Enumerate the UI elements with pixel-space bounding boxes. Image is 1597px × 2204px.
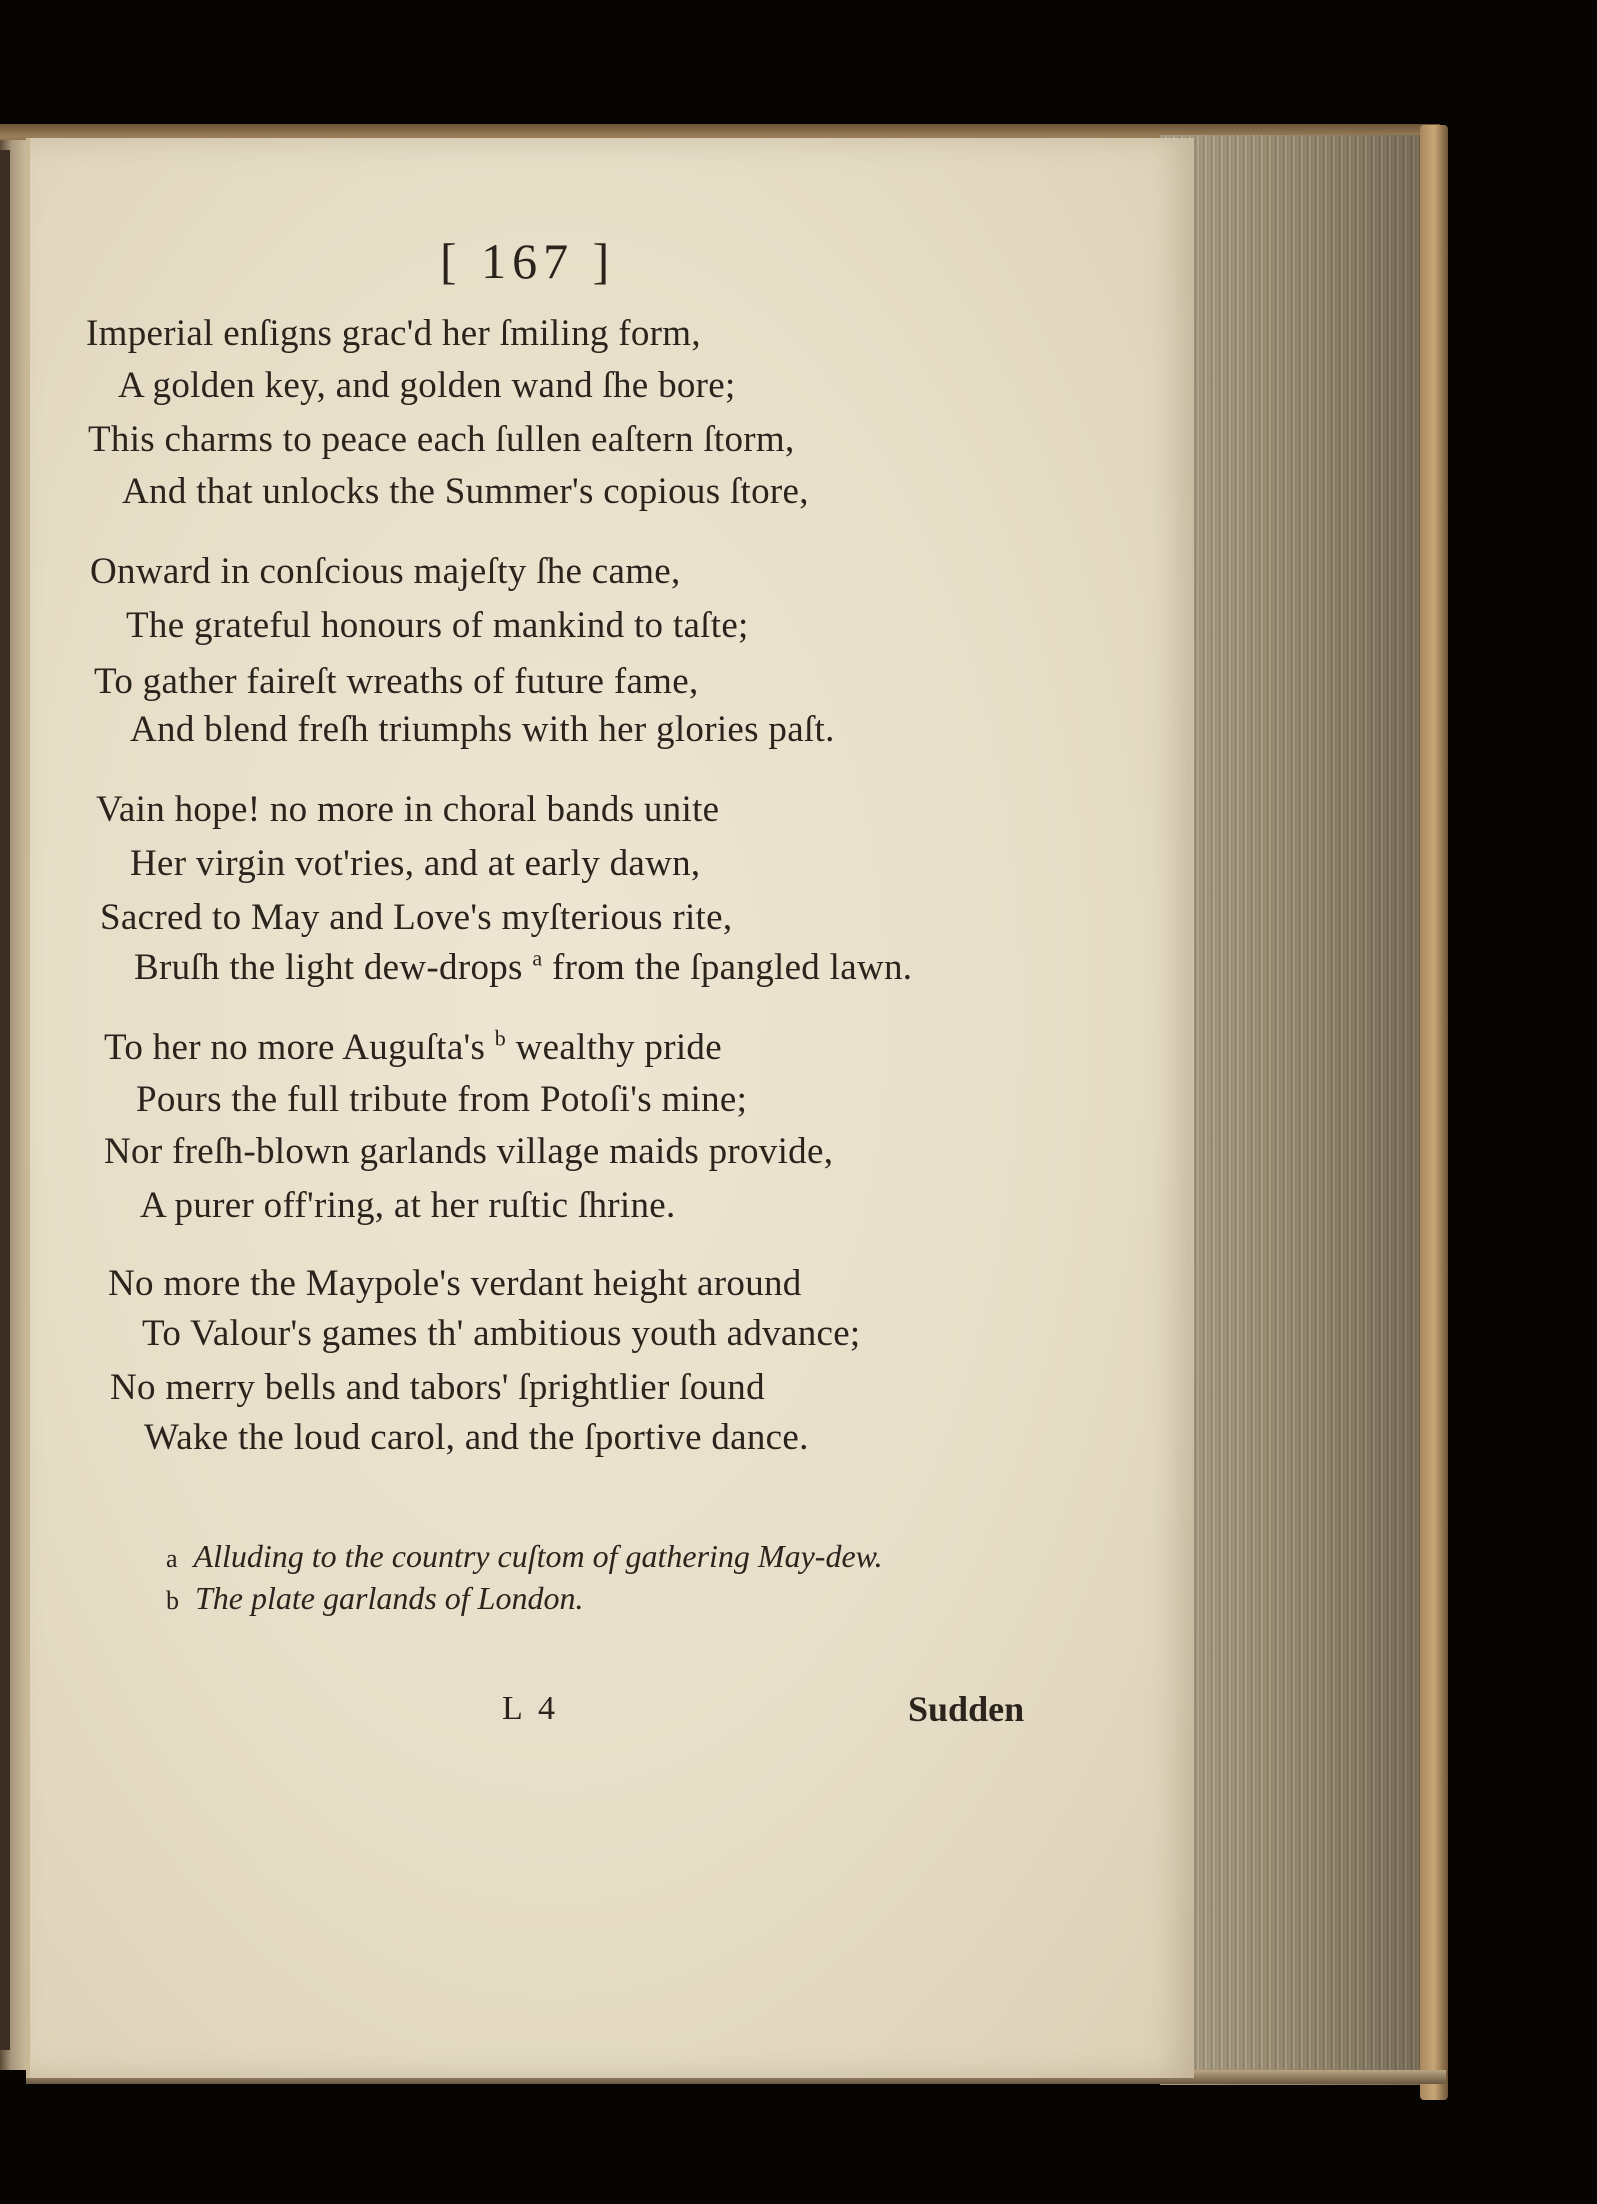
verse-line: Wake the loud carol, and the ſportive dance. — [144, 1417, 809, 1458]
footnote-ref-b: b — [494, 1025, 507, 1051]
footnote-mark: a — [166, 1544, 178, 1573]
verse-line: And blend freſh triumphs with her glories paſt. — [130, 709, 835, 750]
book-cover-edge — [1420, 125, 1448, 2100]
page-block-shade — [1160, 135, 1445, 2085]
verse-text: wealthy pride — [515, 1027, 722, 1068]
verse-text: To her no more Auguſta's — [104, 1027, 486, 1068]
verse-line: The grateful honours of mankind to taſte; — [126, 605, 749, 646]
footnote-mark: b — [166, 1586, 179, 1615]
verse-text: Bruſh the light dew-drops — [134, 947, 523, 988]
facing-page-gutter — [0, 150, 10, 2050]
verse-line: Her virgin vot'ries, and at early dawn, — [130, 843, 701, 884]
footnote-text: The plate garlands of London. — [195, 1580, 584, 1616]
footnote — [166, 1580, 583, 1617]
footnote — [166, 1538, 883, 1575]
verse-line: Sacred to May and Love's myſterious rite, — [100, 897, 733, 938]
verse-line: Pours the full tribute from Potoſi's mine; — [136, 1079, 748, 1120]
page-number: [ 167 ] — [440, 233, 616, 289]
verse-line: And that unlocks the Summer's copious ſtore, — [122, 471, 809, 512]
verse-line: Imperial enſigns grac'd her ſmiling form, — [86, 313, 701, 354]
verse-line: Nor freſh-blown garlands village maids provide, — [104, 1131, 834, 1172]
verse-line: Vain hope! no more in choral bands unite — [96, 789, 720, 830]
verse-line: This charms to peace each ſullen eaſtern ſtorm, — [88, 419, 795, 460]
verse-line: Onward in conſcious majeſty ſhe came, — [90, 551, 681, 592]
verse-line — [104, 1026, 722, 1069]
signature-mark: L 4 — [502, 1690, 560, 1727]
verse-line: No more the Maypole's verdant height around — [108, 1263, 802, 1304]
verse-line: To Valour's games th' ambitious youth advance; — [142, 1313, 861, 1354]
verse-line: A purer off'ring, at her ruſtic ſhrine. — [140, 1185, 676, 1226]
verse-line — [134, 946, 912, 989]
verse-text: from the ſpangled lawn. — [551, 947, 913, 988]
footnote-text: Alluding to the country cuſtom of gathering May-dew. — [193, 1538, 883, 1574]
verse-line: No merry bells and tabors' ſprightlier ſound — [110, 1367, 765, 1408]
footnote-ref-a: a — [532, 945, 543, 971]
verse-line: To gather faireſt wreaths of future fame, — [94, 661, 699, 702]
verse-line: A golden key, and golden wand ſhe bore; — [118, 365, 736, 406]
catchword: Sudden — [908, 1689, 1025, 1729]
